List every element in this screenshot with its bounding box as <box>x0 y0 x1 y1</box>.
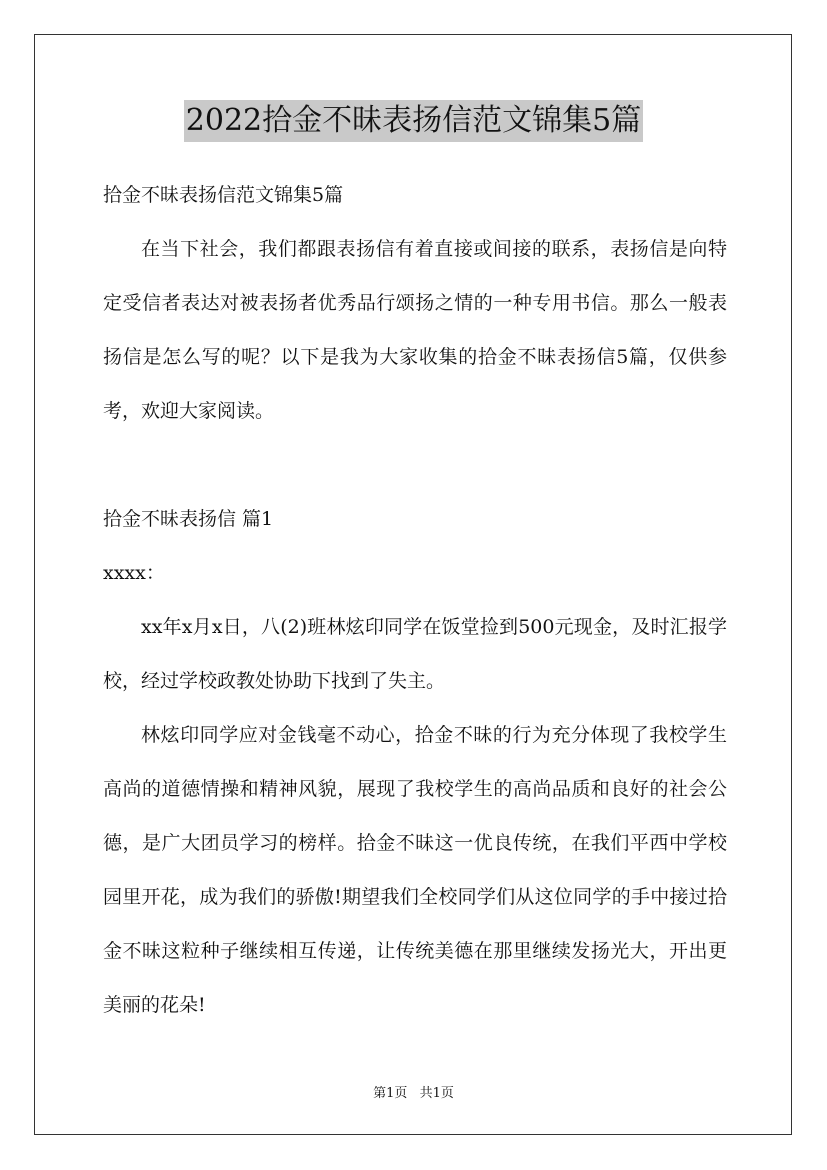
document-title: 2022拾金不昧表扬信范文锦集5篇 <box>184 100 643 142</box>
body-paragraph-1: xx年x月x日，八(2)班林炫印同学在饭堂捡到500元现金，及时汇报学校，经过学校政教处协助下找到了失主。 <box>103 616 727 692</box>
title-container <box>0 100 827 142</box>
document-subtitle: 拾金不昧表扬信范文锦集5篇 <box>103 184 344 206</box>
body-paragraph-2: 林炫印同学应对金钱毫不动心，拾金不昧的行为充分体现了我校学生高尚的道德情操和精神风貌，展现了我校学生的高尚品质和良好的社会公德，是广大团员学习的榜样。拾金不昧这一优良传统，在我们平西中学校园里开花，成为我们的骄傲!期望我们全校同学们从这位同学的手中接过拾金不昧这粒种子继续相互传递，让传统美德在那里继续发扬光大，开出更美丽的花朵! <box>103 724 727 1016</box>
intro-paragraph: 在当下社会，我们都跟表扬信有着直接或间接的联系，表扬信是向特定受信者表达对被表扬者优秀品行颂扬之情的一种专用书信。那么一般表扬信是怎么写的呢？以下是我为大家收集的拾金不昧表扬信5篇，仅供参考，欢迎大家阅读。 <box>103 238 727 422</box>
page-footer <box>0 1082 827 1101</box>
document-body <box>103 168 727 1032</box>
section-heading: 拾金不昧表扬信 篇1 <box>103 508 274 530</box>
page-total: 共1页 <box>419 1086 454 1101</box>
salutation: xxxx： <box>103 562 165 584</box>
page-number: 第1页 <box>373 1086 408 1101</box>
section-gap <box>103 438 727 492</box>
